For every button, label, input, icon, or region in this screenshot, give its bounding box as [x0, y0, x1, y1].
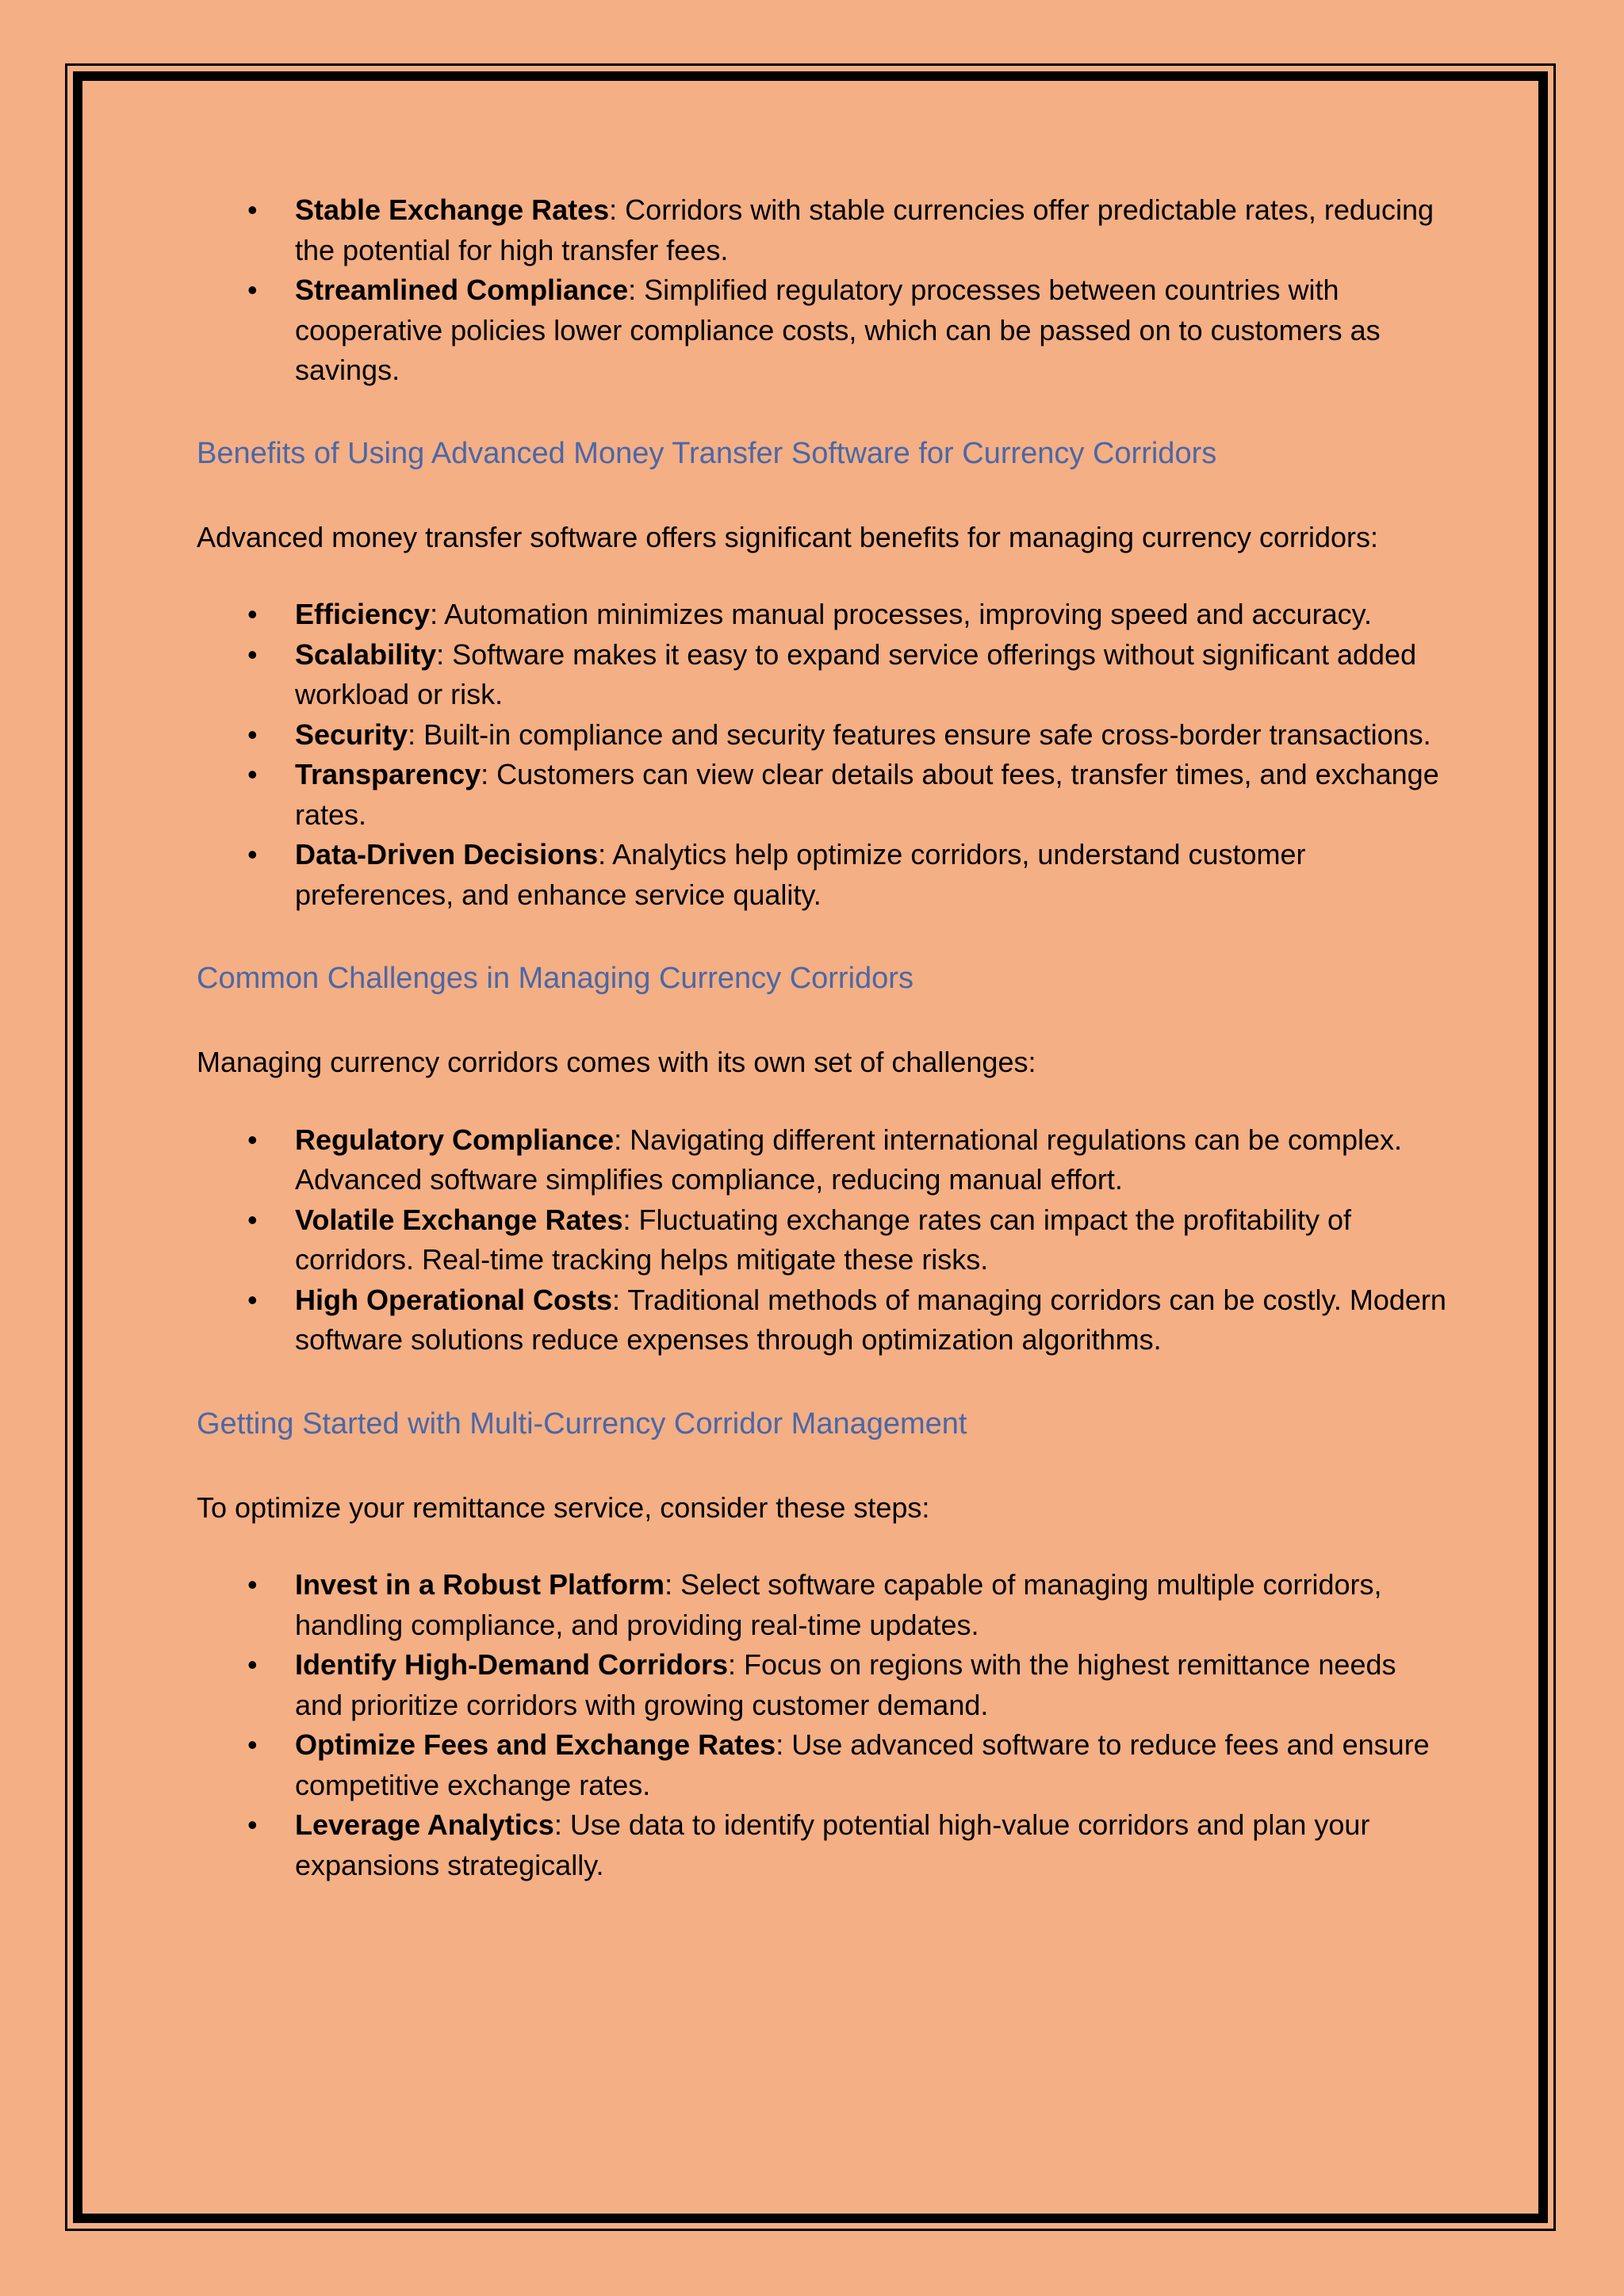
list-item-term: Identify High-Demand Corridors [295, 1648, 729, 1681]
bullet-icon: • [247, 637, 258, 671]
list-item-text: : Automation minimizes manual processes, improving speed and accuracy. [430, 598, 1372, 630]
bullet-icon: • [247, 838, 258, 871]
document-content [197, 190, 1450, 1885]
bullet-icon: • [247, 193, 258, 226]
list-item [197, 1200, 1450, 1280]
benefits-bullet-list [197, 595, 1450, 915]
intro-bullet-list [197, 190, 1450, 391]
list-item-text: : Use data to identify potential high-value corridors and plan your expansions strategically. [295, 1808, 1370, 1881]
list-item-term: Leverage Analytics [295, 1808, 554, 1841]
bullet-icon: • [247, 758, 258, 790]
list-item [197, 1120, 1450, 1200]
list-item [197, 1565, 1450, 1645]
list-item [197, 835, 1450, 915]
bullet-icon: • [247, 1728, 258, 1761]
steps-bullet-list [197, 1565, 1450, 1885]
list-item-text: : Corridors with stable currencies offer predictable rates, reducing the potential for high transfer fees. [295, 193, 1434, 266]
list-item-term: Scalability [295, 637, 437, 671]
challenges-bullet-list [197, 1120, 1450, 1360]
list-item-text: : Focus on regions with the highest remittance needs and prioritize corridors with growing customer demand. [295, 1648, 1396, 1721]
list-item-term: Optimize Fees and Exchange Rates [295, 1728, 776, 1761]
bullet-icon: • [247, 1648, 258, 1681]
list-item-text: : Built-in compliance and security features ensure safe cross-border transactions. [408, 718, 1431, 751]
list-item [197, 715, 1450, 756]
list-item [197, 1280, 1450, 1360]
list-item-text: : Select software capable of managing multiple corridors, handling compliance, and providing real-time updates. [295, 1568, 1382, 1641]
section-intro-paragraph: Advanced money transfer software offers significant benefits for managing currency corridors: [197, 520, 1379, 553]
section-intro-paragraph: To optimize your remittance service, consider these steps: [197, 1490, 930, 1524]
list-item [197, 1645, 1450, 1725]
bullet-icon: • [247, 1808, 258, 1841]
bullet-icon: • [247, 274, 258, 306]
list-item-term: Volatile Exchange Rates [295, 1203, 623, 1236]
bullet-icon: • [247, 1568, 258, 1601]
list-item [197, 595, 1450, 635]
list-item-text: : Traditional methods of managing corridors can be costly. Modern software solutions reduce expenses through optimization algorithms. [295, 1283, 1446, 1356]
list-item [197, 190, 1450, 270]
section-intro-paragraph: Managing currency corridors comes with its own set of challenges: [197, 1046, 1036, 1078]
section-heading-benefits: Benefits of Using Advanced Money Transfer Software for Currency Corridors [197, 436, 1217, 470]
list-item-term: Streamlined Compliance [295, 274, 629, 306]
list-item [197, 755, 1450, 835]
bullet-icon: • [247, 1123, 258, 1156]
list-item-text: : Analytics help optimize corridors, understand customer preferences, and enhance service quality. [295, 838, 1306, 911]
section-heading-getting-started: Getting Started with Multi-Currency Corridor Management [197, 1406, 967, 1441]
list-item-text: : Software makes it easy to expand service offerings without significant added workload or risk. [295, 637, 1417, 710]
list-item-term: Transparency [295, 758, 481, 790]
list-item-term: Stable Exchange Rates [295, 193, 610, 226]
list-item-term: Security [295, 718, 408, 751]
list-item [197, 635, 1450, 715]
section-heading-challenges: Common Challenges in Managing Currency Corridors [197, 962, 914, 995]
list-item [197, 1805, 1450, 1885]
bullet-icon: • [247, 1203, 258, 1236]
list-item-text: : Use advanced software to reduce fees and ensure competitive exchange rates. [295, 1728, 1430, 1801]
bullet-icon: • [247, 1283, 258, 1316]
list-item [197, 270, 1450, 391]
list-item-term: Invest in a Robust Platform [295, 1568, 665, 1601]
list-item-term: Data-Driven Decisions [295, 838, 599, 871]
list-item-term: High Operational Costs [295, 1283, 613, 1316]
list-item-term: Regulatory Compliance [295, 1123, 615, 1156]
list-item-text: : Navigating different international regulations can be complex. Advanced software simplifies compliance, reducing manual effort. [295, 1123, 1403, 1196]
bullet-icon: • [247, 718, 258, 751]
list-item-text: : Fluctuating exchange rates can impact the profitability of corridors. Real-time tracking helps mitigate these risks. [295, 1203, 1351, 1276]
bullet-icon: • [247, 598, 258, 630]
list-item-term: Efficiency [295, 598, 431, 630]
list-item-text: : Customers can view clear details about fees, transfer times, and exchange rates. [295, 758, 1439, 831]
list-item [197, 1725, 1450, 1805]
list-item-text: : Simplified regulatory processes between countries with cooperative policies lower compliance costs, which can be passed on to customers as savings. [295, 274, 1381, 386]
